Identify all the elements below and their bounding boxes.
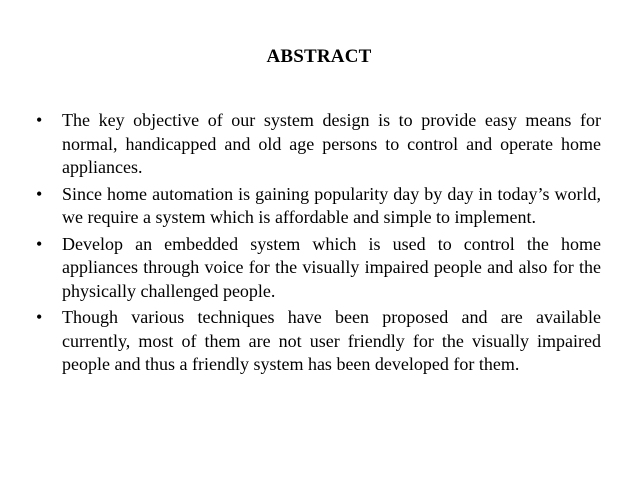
bullet-icon: • [36, 233, 43, 254]
bullet-text: The key objective of our system design is to provide easy means for normal, handicapped and old age persons to control and operate home appliances. [62, 110, 601, 177]
bullet-item [36, 233, 601, 304]
bullet-item [36, 183, 601, 230]
bullet-item [36, 109, 601, 180]
bullet-text: Though various techniques have been proposed and are available currently, most of them are not user friendly for the visually impaired people and thus a friendly system has been developed for them. [62, 307, 601, 374]
bullet-icon: • [36, 307, 43, 327]
bullet-text: Develop an embedded system which is used to control the home appliances through voice for the visually impaired people and also for the physically challenged people. [62, 233, 601, 301]
bullet-icon: • [36, 110, 43, 130]
bullet-icon: • [36, 183, 43, 204]
slide-title: ABSTRACT [266, 46, 372, 67]
bullet-list [36, 109, 601, 380]
bullet-text: Since home automation is gaining popularity day by day in today’s world, we require a system which is affordable and simple to implement. [62, 183, 601, 227]
bullet-item [36, 306, 601, 377]
